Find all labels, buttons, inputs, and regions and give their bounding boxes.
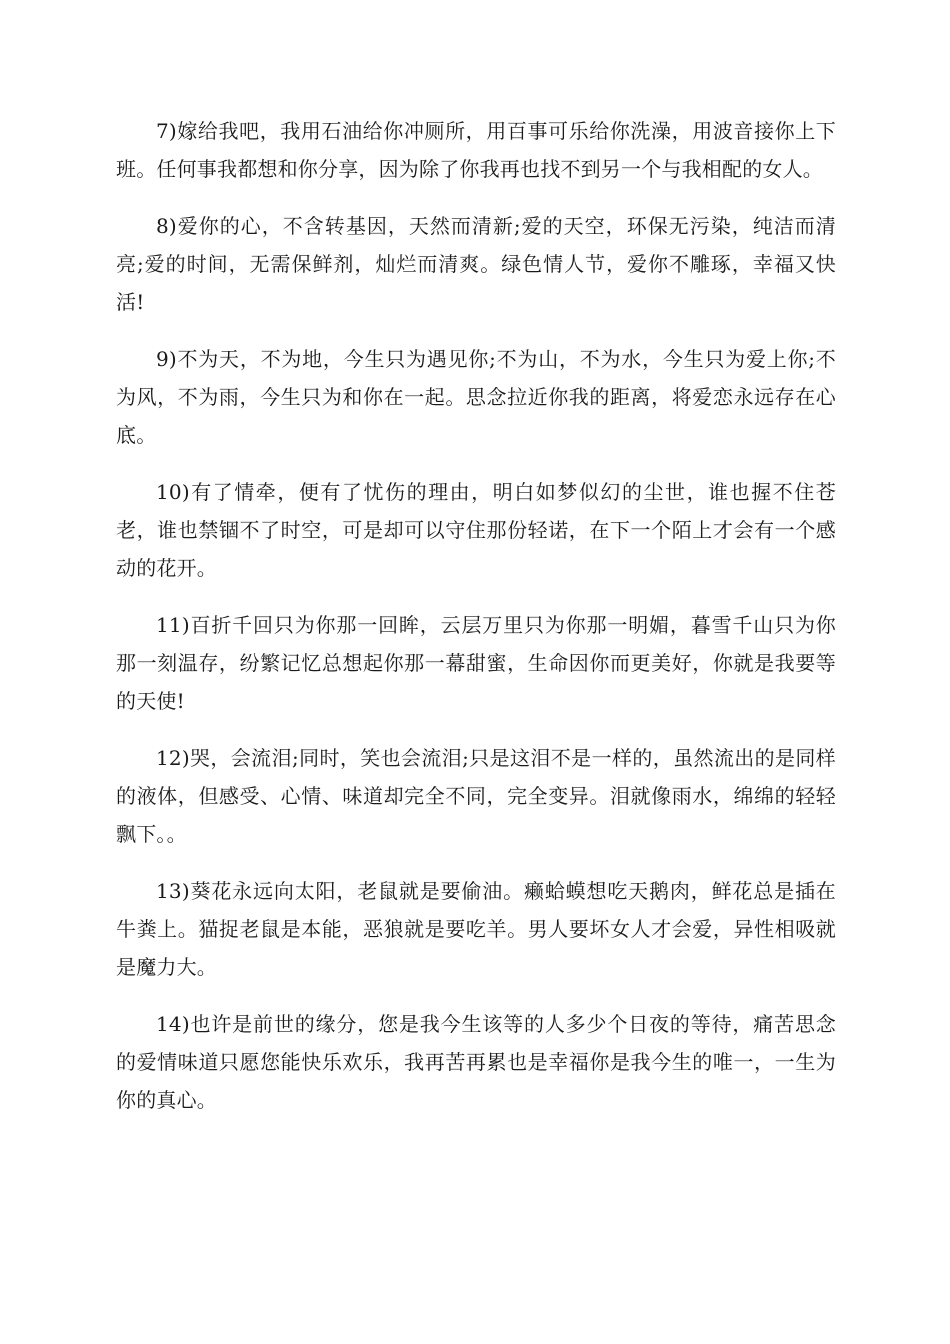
paragraph-13: 13)葵花永远向太阳，老鼠就是要偷油。癞蛤蟆想吃天鹅肉，鲜花总是插在牛粪上。猫捉老鼠是本能，恶狼就是要吃羊。男人要坏女人才会爱，异性相吸就是魔力大。 xyxy=(116,879,836,979)
paragraph-14: 14)也许是前世的缘分，您是我今生该等的人多少个日夜的等待，痛苦思念的爱情味道只愿您能快乐欢乐，我再苦再累也是幸福你是我今生的唯一，一生为你的真心。 xyxy=(116,1012,836,1112)
paragraph-9: 9)不为天，不为地，今生只为遇见你;不为山，不为水，今生只为爱上你;不为风，不为雨，今生只为和你在一起。思念拉近你我的距离，将爱恋永远存在心底。 xyxy=(116,347,836,447)
paragraph-12: 12)哭，会流泪;同时，笑也会流泪;只是这泪不是一样的，虽然流出的是同样的液体，但感受、心情、味道却完全不同，完全变异。泪就像雨水，绵绵的轻轻飘下。。 xyxy=(116,746,836,846)
document-body xyxy=(116,112,836,1138)
paragraph-8: 8)爱你的心，不含转基因，天然而清新;爱的天空，环保无污染，纯洁而清亮;爱的时间，无需保鲜剂，灿烂而清爽。绿色情人节，爱你不雕琢，幸福又快活! xyxy=(116,214,836,314)
paragraph-11: 11)百折千回只为你那一回眸，云层万里只为你那一明媚，暮雪千山只为你那一刻温存，纷繁记忆总想起你那一幕甜蜜，生命因你而更美好，你就是我要等的天使! xyxy=(116,613,836,713)
paragraph-7: 7)嫁给我吧，我用石油给你冲厕所，用百事可乐给你洗澡，用波音接你上下班。任何事我都想和你分享，因为除了你我再也找不到另一个与我相配的女人。 xyxy=(116,119,836,181)
paragraph-10: 10)有了情牵，便有了忧伤的理由，明白如梦似幻的尘世，谁也握不住苍老，谁也禁锢不了时空，可是却可以守住那份轻诺，在下一个陌上才会有一个感动的花开。 xyxy=(116,480,836,580)
